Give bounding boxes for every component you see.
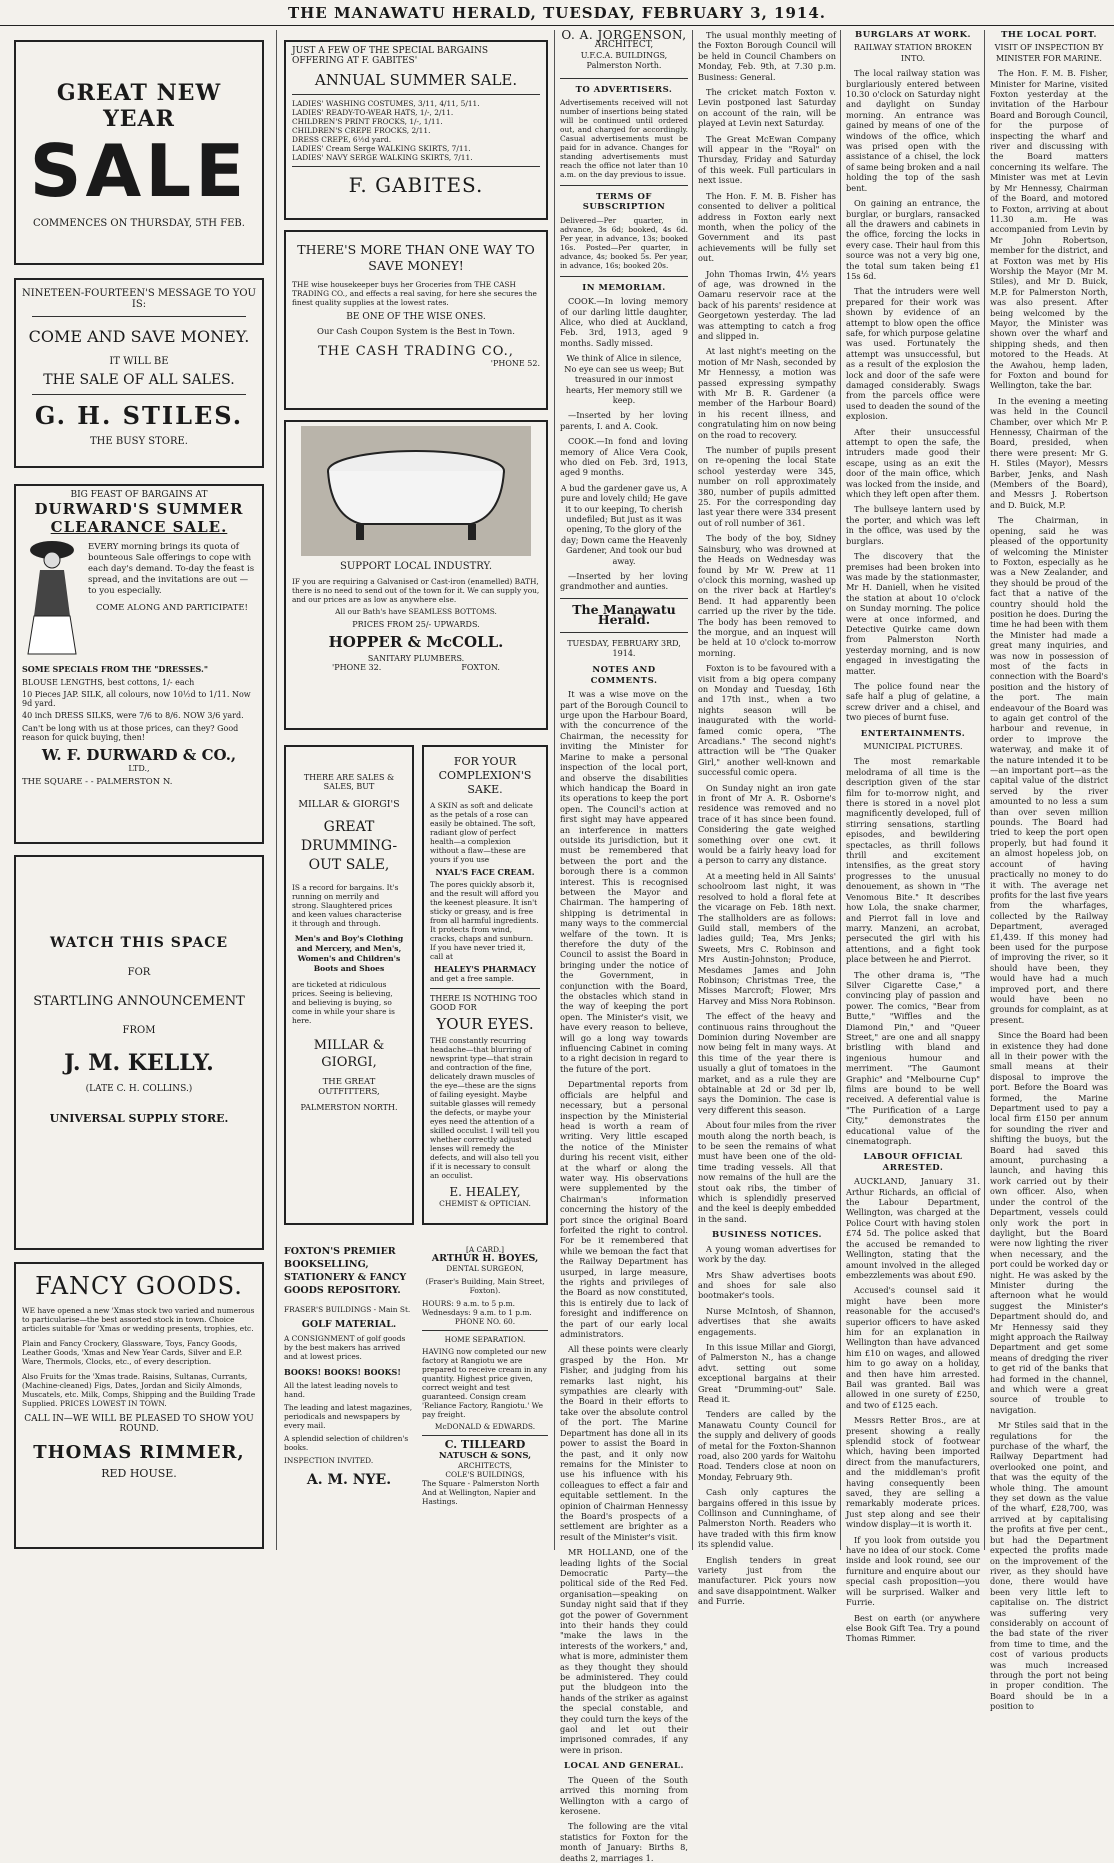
boyes-hours: HOURS: 9 a.m. to 5 p.m. Wednesdays: 9 a.m. to 1 p.m. (422, 1299, 532, 1318)
news-paragraph: The usual monthly meeting of the Foxton Borough Council will be held in Council Chambers on Monday, Feb. 9th, at 7.30 p.m. Business: General. (698, 30, 836, 82)
local-paragraph: The following are the vital statistics for Foxton for the month of January: Births 8, deaths 2, marriages 1. (560, 1821, 688, 1863)
column-rule (984, 30, 985, 1550)
stiles-slogan: COME AND SAVE MONEY. (28, 327, 250, 346)
nye-novels: All the latest leading novels to hand. (284, 1380, 398, 1399)
kelly-name: J. M. KELLY. (64, 1050, 214, 1076)
notes-paragraph: All these points were clearly grasped by the Hon. Mr Fisher, and judging from his remarks last night, his sympathies are clearly with the Board in their efforts to take over the absolute control of the port. The Marine Department has done all in its power to assist the Board in the past, and it only now remains for the Minister to use his influence with his colleagues to effect a fair and equitable settlement. In the opinion of Chairman Hennessy the Board's prospects of a settlement are brighter as a result of the Minister's visit. (560, 1344, 688, 1542)
news-paragraph: The cricket match Foxton v. Levin postponed last Saturday on account of the rain, will be played at Levin next Saturday. (698, 87, 836, 129)
news-paragraph: At last night's meeting on the motion of Mr Nash, seconded by Mr Hennessy, a motion was passed expressing sympathy with Mr B. R. Gardener (a member of the Harbour Board) in his recent illness, and congratulating him on now being on the road to recovery. (698, 346, 837, 440)
healey-skin: A SKIN as soft and delicate as the petals of a rose can easily be obtained. The soft, radiant glow of perfect health—a complexion without a flaw—these are yours if you use (430, 801, 536, 864)
fancy-rimmer: THOMAS RIMMER, (33, 1442, 245, 1463)
news-paragraph: The body of the boy, Sidney Sainsbury, who was drowned at the Heads on Wednesday was found by Mr W. Prew at 11 o'clock this morning, washed up on the river back at Hartley's Bend. It had apparently been carried up the river by the tide. The body has been removed to the morgue, and an inquest will be held at 10 o'clock to-morrow morning. (698, 533, 836, 658)
sale-headline: GREAT NEW YEAR (56, 80, 222, 132)
ad-nye (284, 1245, 414, 1545)
port-paragraph: In the evening a meeting was held in the Council Chamber, over which Mr P. Hennessy, Chairman of the Board, presided, when there were present: Mr G. H. Stiles (Mayor), Messrs Barber, Jenks, and Nash (Members of the Board), and Messrs J. Robertson and D. Buick, M.P. (990, 395, 1108, 510)
hopper-prices: PRICES FROM 25/- UPWARDS. (352, 620, 480, 629)
gabites-intro: JUST A FEW OF THE SPECIAL BARGAINS OFFERING AT F. GABITES' (292, 46, 489, 66)
business-notice: Mrs Shaw advertises boots and shoes for sale also bootmaker's tools. (698, 1269, 836, 1301)
ad-durward (14, 484, 264, 844)
kelly-store: UNIVERSAL SUPPLY STORE. (49, 1112, 229, 1125)
stiles-it-will-be: IT WILL BE (109, 356, 169, 367)
local-paragraph: The Queen of the South arrived this morning from Wellington with a cargo of kerosene. (560, 1774, 688, 1816)
millar-sale: GREAT DRUMMING-OUT SALE, (300, 819, 398, 873)
separation-body: HAVING now completed our new factory at Rangiotu we are prepared to receive cream in any quantity. Highest price given, correct weight and test guaranteed. Consign cream 'Reliance Factory, Rangiotu.' We pay freight. (422, 1347, 547, 1420)
labour-paragraph: Messrs Retter Bros., are at present showing a really splendid stock of footwear which, having been imported direct from the manufacturers, and the middleman's profit having consequently been saved, they are selling a remarkably moderate prices. Just step along and see their window display—it is worth it. (846, 1415, 980, 1530)
column-rule (276, 30, 277, 1550)
burglars-paragraph: On gaining an entrance, the burglar, or burglars, ransacked all the drawers and cabinets in the office, forcing the locks in every case. Their haul from this source was not a very big one, the total sum taken being £1 15s 6d. (846, 198, 980, 281)
healey-cream: NYAL'S FACE CREAM. (435, 867, 535, 877)
business-notice: A young woman advertises for work by the day. (698, 1243, 836, 1265)
fancy-title: FANCY GOODS. (35, 1272, 243, 1300)
durward-silk: 10 Pieces JAP. SILK, all colours, now 10½d to 1/11. Now 9d yard. (22, 690, 251, 708)
separation-name: McDONALD & EDWARDS. (434, 1422, 536, 1432)
fancy-call-in: CALL IN—WE WILL BE PLEASED TO SHOW YOU ROUND. (24, 1414, 254, 1434)
news-paragraph: The number of pupils present on re-opening the local State school yesterday were 345, number on roll approximately 380, number of pupils admitted 25. For the corresponding day last year there were 334 present out of roll number of 361. (698, 445, 836, 528)
kelly-announcement: STARTLING ANNOUNCEMENT (33, 994, 245, 1009)
column-rule (692, 30, 693, 1550)
stiles-busy-store: THE BUSY STORE. (89, 436, 188, 447)
local-general-heading: LOCAL AND GENERAL. (564, 1761, 684, 1772)
notes-paragraph: MR HOLLAND, one of the leading lights of the Social Democratic Party—the political side of the Red Fed. organisation—speaking on Sunday night said that if they got the power of Government into their hands they could "make the laws in the interests of the workers," and, what is more, administer them as they thought they should be administered. They could put the bludgeon into the hands of the striker as against the special constable, and they could turn the keys of the gaol and let out their imprisoned comrades, if any were in prison. (560, 1547, 688, 1755)
boyes-card: [A CARD.] (465, 1245, 505, 1254)
millar-clothing: Men's and Boy's Clothing and Mercery, and Men's, Women's and Children's Boots and Shoes (294, 934, 404, 973)
durward-intro: BIG FEAST OF BARGAINS AT (70, 490, 208, 500)
durward-dress-silks: 40 inch DRESS SILKS, were 7/6 to 8/6. NOW 3/6 yard. (22, 711, 244, 720)
ad-healey (422, 745, 548, 1225)
burglars-heading: BURGLARS AT WORK. (855, 30, 971, 40)
healey-pores: The pores quickly absorb it, and the result will afford you the keenest pleasure. It isn't sticky or greasy, and is free from all harmful ingredients. It protects from wind, cracks, chaps and sunburn. If you have never tried it, call at (430, 880, 539, 961)
burglars-paragraph: The police found near the safe half a plug of gelatine, a screw driver and a chisel, and two pieces of burnt fuse. (846, 680, 980, 723)
gabites-item: DRESS CREPE, 6½d yard. (292, 135, 392, 144)
nye-inspection: INSPECTION INVITED. (284, 1455, 374, 1465)
masthead: THE MANAWATU HERALD, TUESDAY, FEBRUARY 3, 1914. (0, 2, 1114, 26)
healey-nothing: THERE IS NOTHING TOO GOOD FOR (430, 994, 538, 1012)
nye-title: FOXTON'S PREMIER BOOKSELLING, STATIONERY & FANCY GOODS REPOSITORY. (284, 1246, 407, 1296)
kelly-from: FROM (122, 1025, 156, 1036)
fancy-red-house: RED HOUSE. (101, 1467, 177, 1480)
durward-address: THE SQUARE - - PALMERSTON N. (22, 777, 173, 787)
healey-optician: CHEMIST & OPTICIAN. (439, 1199, 531, 1208)
labour-paragraph: Accused's counsel said it might have been more reasonable for the accused's superior officers to have asked him for an explanation in Wellington than have advanced him £10 on wages, and allowed him to go away on a holiday, and then have him arrested. Bail was granted. Bail was allowed in one surety of £250, and two of £125 each. (846, 1285, 980, 1410)
gabites-item: LADIES' Cream Serge WALKING SKIRTS, 7/11. (292, 144, 471, 153)
durward-ltd: LTD., (128, 764, 150, 773)
nye-children: A splendid selection of children's books. (284, 1433, 409, 1452)
sale-title: SALE (29, 129, 249, 213)
notes-heading: NOTES AND COMMENTS. (590, 665, 658, 686)
kelly-late: (LATE C. H. COLLINS.) (85, 1084, 193, 1094)
port-paragraph: Since the Board had been in existence they had done all in their power with the small means at their disposal to improve the port. Before the Board was formed, the Marine Department used to pay a local firm £150 per annum for sounding the river and shifting the buoys, but the Board had saved this amount, purchasing a launch, and having this work carried out by their own officer. Also, when under the control of the Department, vessels could only work the port in daylight, but the Board were now lighting the river when necessary, and the port could be worked day or night. He was asked by the Minister during the afternoon what he would suggest the Minister's Department should do, and Mr Hennessy said they might approach the Railway Department and get some means of dredging the river to get rid of the banks that had formed in the channel, and which were a great source of trouble to navigation. (990, 1030, 1108, 1415)
entertainments-heading: ENTERTAINMENTS. (860, 728, 966, 739)
boyes-dental: DENTAL SURGEON, (446, 1264, 524, 1274)
news-paragraph: About four miles from the river mouth along the north beach, is to be seen the remains of what must have been one of the old-time trading vessels. All that now remains of the hull are the stout oak ribs, the timber of which is splendidly preserved and the keel is deeply embedded in the sand. (698, 1120, 836, 1224)
millar-town: PALMERSTON NORTH. (300, 1103, 398, 1112)
business-heading: BUSINESS NOTICES. (711, 1230, 823, 1241)
news-paragraph: The Hon. F. M. B. Fisher has consented to deliver a political address in Foxton early next month, when the policy of the Government and its past achievements will be fully set out. (698, 190, 836, 264)
cash-headline: THERE'S MORE THAN ONE WAY TO SAVE MONEY! (297, 242, 535, 273)
port-paragraph: The Chairman, in opening, said he was pleased of the opportunity of welcoming the Minister to Foxton, especially as he was a New Zealander, and they should be proud of the fact that a native of the country should hold the position he does. During the time he had been with them the Minister had made a great many inquiries, and was now in possession of most of the facts in connection with the Board's position and the history of the port. The main endeavour of the Board was to again get control of the harbour and revenue, in order to improve the waterway, and make it of the nature intended it to be—an important port—as the capital value of the district served by the river amounted to no less a sum than over seven million pounds. The Board had tried to keep the port open properly, but had found it an almost hopeless job, on account of having practically no money to do it with. The average net profits for the last five years from the wharfages, collected by the Railway Department, averaged £1,439. If this money had been used for the purpose of improving the river, so it should have been, they would have had a much improved port, and there would have been no grounds for complaint, as at present. (990, 515, 1108, 1025)
cash-phone: 'PHONE 52. (490, 359, 540, 368)
entertainments-subheading: MUNICIPAL PICTURES. (863, 742, 963, 751)
labour-paragraph: If you look from outside you have no idea of our stock. Come inside and look round, see our furniture and enquire about our special cash proposition—you will be surprised. Walker and Furrie. (846, 1534, 980, 1608)
natusch-building: COLE'S BUILDINGS, (445, 1470, 525, 1480)
gabites-item: LADIES' READY-TO-WEAR HATS, 1/-, 2/11. (292, 108, 454, 117)
burglars-paragraph: The discovery that the premises had been broken into was made by the stationmaster, Mr H. Daniell, when he visited the station at about 10 o'clock on Sunday morning. The police were at once informed, and Detective Quirke came down from Palmerston North yesterday morning, and is now engaged in investigating the matter. (846, 551, 980, 676)
column-3 (560, 28, 688, 1863)
gabites-title: ANNUAL SUMMER SALE. (314, 71, 518, 89)
durward-blouse: BLOUSE LENGTHS, best cottons, 1/- each (22, 678, 195, 687)
stiles-name: G. H. STILES. (34, 401, 244, 430)
business-notice: English tenders in great variety just from the manufacturer. Pick yours now and save disappointment. Walker and Furrie. (698, 1554, 836, 1607)
subscription-text: Delivered—Per quarter, in advance, 3s 6d; booked, 4s 6d. Per year, in advance, 13s; booked 16s. Posted—Per quarter, in advance, 4s; booked 5s. Per year, in advance, 16s; booked 20s. (560, 215, 688, 270)
ad-boyes (422, 1245, 548, 1550)
herald-nameplate: The Manawatu Herald. (572, 601, 676, 628)
boyes-phone: PHONE NO. 60. (454, 1317, 516, 1327)
millar-ticketed: are ticketed at ridiculous prices. Seeing is believing, and believing is buying, so come in while your share is here. (292, 980, 395, 1025)
durward-subtitle: CLEARANCE SALE. (50, 518, 228, 536)
gabites-item: LADIES' WASHING COSTUMES, 3/11, 4/11, 5/11. (292, 99, 480, 108)
advertisers-text: Advertisements received will not number of insertions being stated will be continued until ordered out, and charged for accordingly. Casual advertisements must be paid for in advance. Changes for standing advertisements must reach the office not later than 10 a.m. on the day previous to issue. (560, 98, 688, 180)
natusch-branches: And at Wellington, Napier and Hastings. (422, 1488, 536, 1507)
kelly-for: FOR (127, 967, 151, 978)
ad-gabites (284, 40, 548, 220)
natusch-name: NATUSCH & SONS, (438, 1450, 532, 1461)
nye-name: A. M. NYE. (306, 1471, 392, 1488)
healey-eyes: YOUR EYES. (436, 1015, 534, 1033)
ad-cash-trading (284, 230, 548, 410)
labour-paragraph: AUCKLAND, January 31. Arthur Richards, an official of the Labour Department, Wellington, was charged at the Police Court with having stolen £74 5d. The police asked that the accused be remanded to Wellington, stating that the amount involved in the alleged embezzlements was about £90. (846, 1176, 980, 1280)
business-notice: In this issue Millar and Giorgi, of Palmerston N., has a change advt. setting out some exceptional bargains at their Great "Drumming-out" Sale. Read it. (698, 1341, 836, 1404)
ad-stiles (14, 278, 264, 468)
column-4 (698, 30, 837, 1607)
entertainments-paragraph: The most remarkable melodrama of all time is the description given of the star film for to-morrow night, and there is stored in a novel plot magnificently developed, full of stirring sensations, startling episodes, and bewildering spectacles, as thrill follows thrill and excitement intensifies, as the great story progresses to the unusual denouement, as shown in "The Venomous Bite." It describes how Lola, the snake charmer, and Pierrot fall in love and marry. Manzeni, an acrobat, persecuted the girl with his attentions, and a fight took place between he and Pierrot. (846, 756, 980, 965)
news-paragraph: Foxton is to be favoured with a visit from a big opera company on Monday and Tuesday, 16th and 17th inst., when a two nights season will be inaugurated with the world-famed comic opera, "The Arcadians." The second night's attraction will be "The Quaker Girl," another well-known and successful comic opera. (698, 663, 836, 778)
hopper-seamless: All our Bath's have SEAMLESS BOTTOMS. (335, 607, 497, 616)
stiles-sale-of-sales: THE SALE OF ALL SALES. (43, 372, 235, 388)
cash-wise: BE ONE OF THE WISE ONES. (346, 312, 486, 322)
stiles-message: NINETEEN-FOURTEEN'S MESSAGE TO YOU IS: (22, 288, 256, 310)
nye-magazines: The leading and latest magazines, periodicals and newspapers by every mail. (284, 1402, 413, 1430)
hopper-town: FOXTON. (461, 663, 500, 672)
durward-specials: SOME SPECIALS FROM THE "DRESSES." (22, 664, 208, 674)
kelly-watch: WATCH THIS SPACE (49, 935, 229, 951)
port-paragraph: The Hon. F. M. B. Fisher, Minister for Marine, visited Foxton yesterday at the invitation of the Harbour Board and Borough Council, for the purpose of inspecting the wharf and river and discussing with the Board matters concerning its welfare. The Minister was met at Levin by Mr Hennessy, Chairman of the Board, and motored to Foxton, arriving at about 11.30 a.m. He was accompanied from Levin by Mr John Robertson, member for the district, and at Foxton was met by His Worship the Mayor (Mr M. Stiles), and Mr D. Buick, M.P. for Palmerston North, was also present. After being welcomed by the Mayor, the Minister was shown over the wharf and shipping sheds, and then motored to the Heads. At the Awahou, hemp laden, for Foxton and bound for Wellington, take the bar. (990, 68, 1108, 391)
durward-participate: COME ALONG AND PARTICIPATE! (96, 603, 248, 613)
jorgenson-title: ARCHITECT, (594, 40, 654, 51)
column-5 (846, 30, 980, 1644)
memoriam-signoff: —Inserted by her loving grandmother and aunties. (560, 571, 688, 592)
notes-paragraph: It was a wise move on the part of the Borough Council to urge upon the Harbour Board, with the concurrence of the Chairman, the necessity for inviting the Minister for Marine to make a personal inspection of the local port, and observe the disabilities which handicap the Board in its operations to keep the port open. The Council's action at first sight may have appeared an interference in matters outside its jurisdiction, but it must be remembered that between the port and the borough there is a common interest. This is recognised between the Mayor and Chairman. The hampering of shipping is detrimental in many ways to the commercial welfare of the town. It is therefore the duty of the Council to assist the Board in bringing under the notice of the Government, in conjunction with the Board, the obstacles which stand in the way of keeping the port open. The Minister's visit, we have every reason to believe, will go a long way towards influencing Cabinet in coming to a right decision in regard to the future of the port. (560, 689, 688, 1074)
gabites-item: CHILDREN'S PRINT FROCKS, 1/-, 1/11. (292, 117, 443, 126)
natusch-square: The Square - Palmerston North (422, 1479, 540, 1489)
fancy-intro: WE have opened a new 'Xmas stock two varied and numerous to particularise—the best assorted stock in town. Choice articles suitable for 'Xmas or wedding presents, trophies, etc. (22, 1306, 255, 1333)
business-notice: Cash only captures the bargains offered in this issue by Collinson and Cunninghame, of Palmerston North. Readers who have traded with this firm know its splendid value. (698, 1487, 836, 1550)
burglars-subheading: RAILWAY STATION BROKEN INTO. (853, 43, 973, 63)
healey-sample: and get a free sample. (430, 974, 514, 983)
bath-illustration (301, 426, 531, 556)
burglars-paragraph: After their unsuccessful attempt to open the safe, the intruders made good their escape, using as an exit the door of the main office, which was locked from the inside, and which they left open after them. (846, 426, 980, 500)
durward-quick-buying: Can't be long with us at those prices, can they? Good reason for quick buying, then! (22, 724, 239, 742)
boyes-name: ARTHUR H. BOYES, (431, 1253, 539, 1264)
tilleard-name: C. TILLEARD (444, 1438, 526, 1452)
column-rule (554, 30, 555, 1550)
natusch-architects: ARCHITECTS, (458, 1461, 512, 1471)
millar-intro: THERE ARE SALES & SALES, BUT (303, 773, 395, 791)
labour-heading: LABOUR OFFICIAL ARRESTED. (863, 1152, 963, 1173)
burglars-paragraph: The bullseye lantern used by the porter, and which was left in the office, was used by the burglars. (846, 504, 980, 546)
hopper-phone: 'PHONE 32. (332, 663, 382, 672)
news-paragraph: The effect of the heavy and continuous rains throughout the Dominion during November are now being felt in many ways. At this time of the year there is usually a glut of tomatoes in the market, and as a rule they are obtainable at 2d or 3d per lb, says the Dominion. The case is very different this season. (698, 1011, 836, 1115)
column-6 (990, 30, 1108, 1712)
nye-golf: GOLF MATERIAL. (301, 1319, 397, 1330)
memoriam-signoff: —Inserted by her loving parents, I. and A. Cook. (560, 410, 688, 431)
healey-complexion: FOR YOUR COMPLEXION'S SAKE. (438, 755, 532, 796)
healey-pharmacy: HEALEY'S PHARMACY (434, 964, 536, 974)
hopper-name: HOPPER & McCOLL. (328, 633, 504, 651)
news-paragraph: John Thomas Irwin, 4½ years of age, was drowned in the Oamaru reservoir race at the back of his parents' residence at Georgetown yesterday. The lad was attempting to catch a frog and slipped in. (698, 268, 836, 341)
durward-title: DURWARD'S SUMMER (34, 500, 244, 518)
notes-paragraph: Departmental reports from officials are helpful and necessary, but a personal inspection by the Ministerial head is worth a ream of writing. Very little escaped the notice of the Minister during his recent visit, either at the wharf or along the water way. His observations were supplemented by the Chairman's information concerning the history of the port since the original Board forfeited the right to control. For be it remembered that while we bemoan the fact that the Railway Department has usurped, in large measure, the rights and privileges of the Board as now constituted, this is entirely due to lack of foresight and indifference on the part of our early local administrators. (560, 1079, 688, 1340)
cash-coupon: Our Cash Coupon System is the Best in Town. (317, 327, 515, 337)
millar-body: IS a record for bargains. It's running on merrily and strong. Slaughtered prices and keen values characterise it through and through. (292, 883, 402, 928)
healey-headache: THE constantly recurring headache—that blurring of newsprint type—that strain and contraction of the fine, delicately drawn muscles of the eye—these are the signs of failing eyesight. Maybe suitable glasses will remedy the defects, or maybe your eyes need the attention of a skilled occulist. I will tell you whether correctly adjusted lenses will remedy the defects, and will also tell you if it is necessary to consult an occulist. (430, 1036, 540, 1180)
burglars-paragraph: The local railway station was burglariously entered between 10.30 o'clock on Saturday night and daylight on Sunday morning. An entrance was gained by means of one of the windows of the office, which was prised open with the assistance of a chisel, the lock of same being broken and a nail holding the top of the sash bent. (846, 68, 980, 193)
memoriam-verse: A bud the gardener gave us, A pure and lovely child; He gave it to our keeping, To cherish undefiled; But just as it was opening, To the glory of the day; Down came the Heavenly Gardener, And took our bud away. (560, 482, 688, 566)
labour-paragraph: Best on earth (or anywhere else Book Gift Tea. Try a pound Thomas Rimmer. (846, 1612, 980, 1644)
durward-body: EVERY morning brings its quota of bounteous Sale offerings to cope with each day's demand. To-day the feast is spread, and the invitations are out —to you especially. (88, 542, 255, 596)
gabites-item: CHILDREN'S CREPE FROCKS, 2/11. (292, 126, 431, 135)
business-notice: Nurse McIntosh, of Shannon, advertises that she awaits engagements. (698, 1305, 836, 1337)
burglars-paragraph: That the intruders were well prepared for their work was shown by evidence of an attempt to blow open the office safe, for which purpose gelatine was used. Fortunately the attempt was unsuccessful, but as a result of the explosion the lock and door of the safe were damaged considerably. Swags from the parcels office were used to deaden the sound of the explosion. (846, 286, 980, 422)
fancy-crockery: Plain and Fancy Crockery, Glassware, Toys, Fancy Goods, Leather Goods, 'Xmas and New Year Cards, Silver and E.P. Ware, Thermols, Clocks, etc., of every description. (22, 1339, 243, 1366)
entertainments-paragraph: The other drama is, "The Silver Cigarette Case," a convincing play of passion and power. The comics, "Bear from Butte," "Wiffles and the Diamond Pin," and "Queer Street," are one and all snappy bristling with bland and ingenious humour and merriment. "The Gaumont Graphic" and "Melbourne Cup" films are bound to be well received. A deferential value is "The Purification of a Large City," demonstrates the educational value of the cinematograph. (846, 969, 980, 1147)
separation-title: HOME SEPARATION. (444, 1335, 526, 1345)
business-notice: Tenders are called by the Manawatu County Council for the supply and delivery of goods of metal for the Foxton-Shannon road, also 200 yards for Waitohu Road. Tenders close at noon on Monday, February 9th. (698, 1409, 836, 1482)
nye-consignment: A CONSIGNMENT of golf goods by the best makers has arrived and at lowest prices. (284, 1334, 406, 1362)
news-paragraph: The Great McEwan Company will appear in the "Royal" on Thursday, Friday and Saturday of this week. Full particulars in next issue. (698, 133, 836, 186)
memoriam-heading: IN MEMORIAM. (582, 282, 666, 293)
hopper-plumbers: SANITARY PLUMBERS. (367, 654, 465, 663)
boyes-address: (Fraser's Building, Main Street, Foxton). (425, 1277, 545, 1296)
column-rule (840, 30, 841, 1550)
gabites-item: LADIES' NAVY SERGE WALKING SKIRTS, 7/11. (292, 153, 473, 162)
sale-date: COMMENCES ON THURSDAY, 5TH FEB. (33, 218, 245, 229)
cash-body: THE wise housekeeper buys her Groceries from THE CASH TRADING CO., and effects a real saving, for here she secures the finest quality supplies at the lowest rates. (292, 280, 537, 307)
memoriam-entry: COOK.—In fond and loving memory of Alice Vera Cook, who died on Feb. 3rd, 1913, aged 9 months. (560, 436, 688, 478)
ad-kelly (14, 855, 264, 1250)
news-paragraph: At a meeting held in All Saints' schoolroom last night, it was resolved to hold a floral fete at the vicarage on Feb. 18th next. The stallholders are as follows: Guild stall, members of the ladies guild; Tea, Mrs Jenks; Sweets, Mrs C. Robinson and Mrs Austin-Johnston; Produce, Mesdames James and John Robinson; Christmas Tree, the Misses Marcroft; Flower, Mrs Harvey and Miss Nora Robinson. (698, 870, 836, 1006)
nye-books: BOOKS! BOOKS! BOOKS! (284, 1367, 401, 1378)
hopper-body: IF you are requiring a Galvanised or Cast-iron (enamelled) BATH, there is no need to send out of the town for it. We can supply you, and our prices are as low as anywhere else. (292, 577, 540, 604)
jorgenson-building: U.F.C.A. BUILDINGS, (580, 50, 668, 60)
gabites-name: F. GABITES. (348, 173, 484, 197)
millar-name-footer: MILLAR & GIORGI, (313, 1038, 385, 1070)
local-port-subheading: VISIT OF INSPECTION BY MINISTER FOR MARINE. (994, 43, 1104, 63)
port-paragraph: Mr Stiles said that in the regulations for the purchase of the wharf, the Railway Department had overlooked one point, and that was the equity of the whole thing. The amount they set down as the value of the wharf, £28,700, was arrived at by capitalising the profits at five per cent., but had the Department expected the profits made on the improvement of the river, as they should have done, there would have been very little left to capitalise on. The district was suffering very considerably on account of the bad state of the river from time to time, and the cost of various products was much increased through the port not being in proper condition. The Board should be in a position to (990, 1420, 1108, 1712)
ad-great-new-year-sale (14, 40, 264, 265)
ad-fancy-goods (14, 1262, 264, 1549)
millar-name: MILLAR & GIORGI'S (298, 799, 400, 810)
lady-illustration (22, 536, 82, 656)
advertisers-heading: TO ADVERTISERS. (575, 84, 673, 95)
fancy-fruits: Also Fruits for the 'Xmas trade. Raisins, Sultanas, Currants, (Machine-cleaned) Figs, Dates, Jordan and Sicily Almonds, Muscatels, etc. Milk, Comps, Shipping and the Building Trade Supplied. PRICES LOWEST IN TOWN. (22, 1372, 256, 1408)
memoriam-entry: COOK.—In loving memory of our darling little daughter, Alice, who died at Auckland, Feb. 3rd, 1913, aged 9 months. Sadly missed. (560, 296, 688, 348)
local-port-heading: THE LOCAL PORT. (1001, 30, 1097, 40)
healey-name: E. HEALEY, (449, 1185, 521, 1199)
memoriam-verse: We think of Alice in silence, No eye can see us weep; But treasured in our inmost hearts, Her memory still we keep. (564, 353, 684, 405)
issue-date: TUESDAY, FEBRUARY 3RD, 1914. (567, 638, 681, 659)
ad-hopper-mccoll (284, 420, 548, 730)
subscription-heading: TERMS OF SUBSCRIPTION (582, 192, 666, 213)
nye-address: FRASER'S BUILDINGS - Main St. (284, 1305, 411, 1314)
hopper-headline: SUPPORT LOCAL INDUSTRY. (339, 561, 493, 572)
jorgenson-town: Palmerston North. (586, 61, 662, 71)
ad-millar-giorgi (284, 745, 414, 1225)
durward-name: W. F. DURWARD & CO., (41, 746, 237, 764)
jorgenson-name: O. A. JORGENSON, (561, 28, 687, 42)
cash-name: THE CASH TRADING CO., (318, 344, 514, 359)
news-paragraph: On Sunday night an iron gate in front of Mr A. R. Osborne's residence was removed and no trace of it has since been found. Considering the gate weighed something over one cwt. it would be a fairly heavy load for a person to carry any distance. (698, 782, 836, 866)
millar-outfitters: THE GREAT OUTFITTERS, (318, 1077, 380, 1097)
